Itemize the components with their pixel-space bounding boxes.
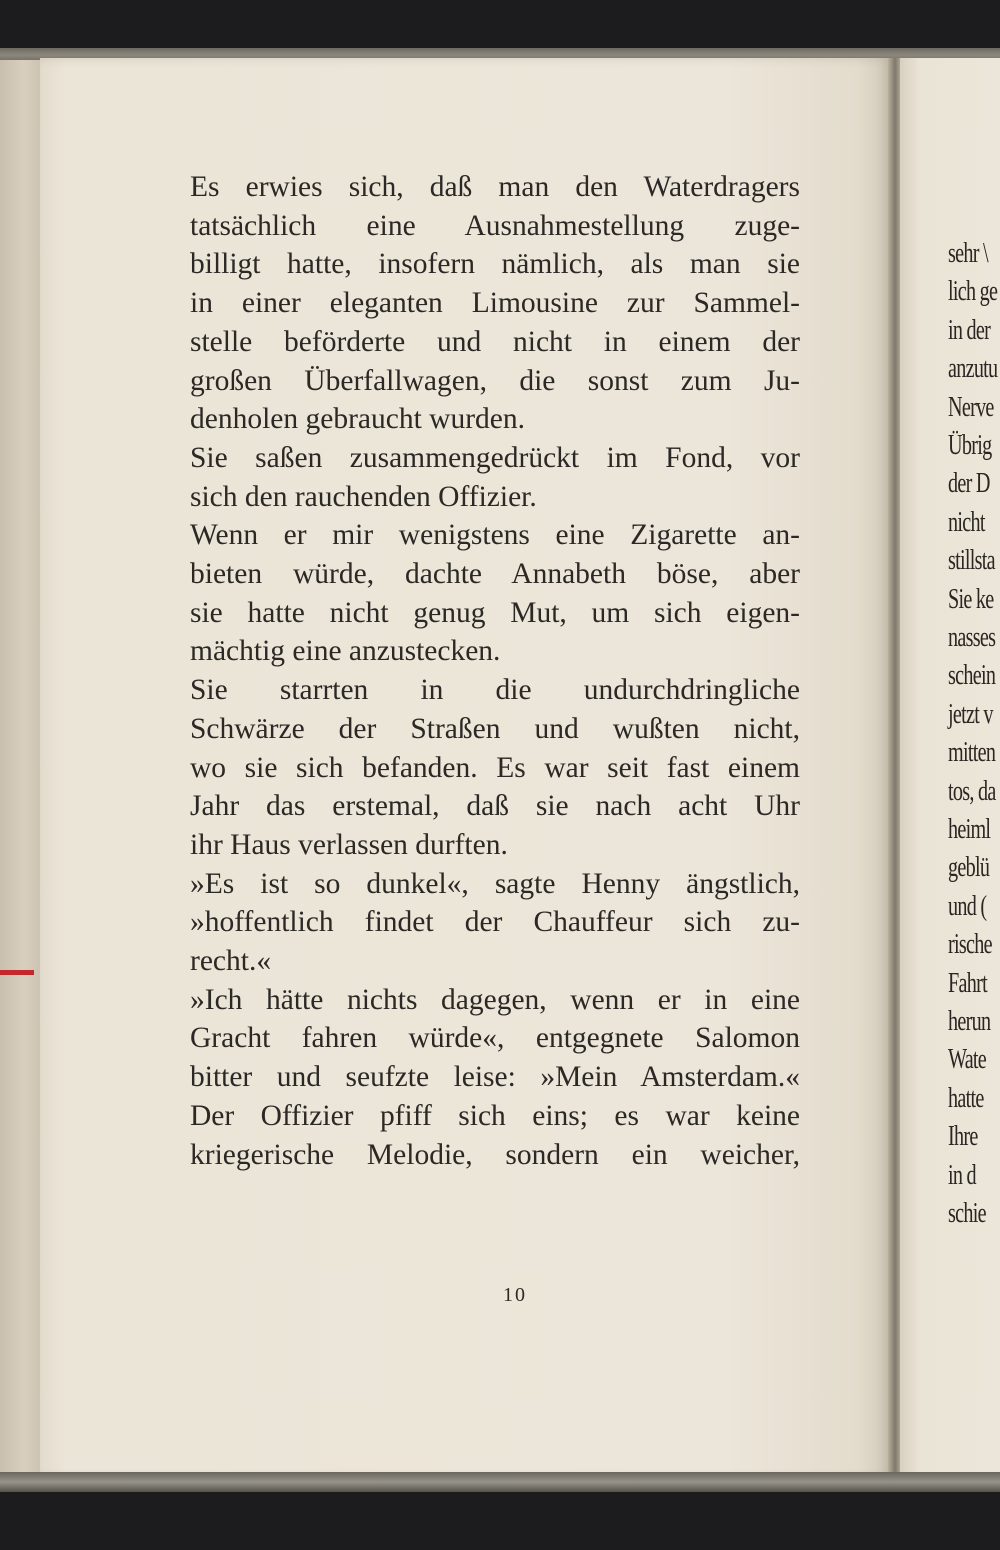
- text-line: bitter und seufzte leise: »Mein Amsterdam.«: [190, 1061, 800, 1094]
- right-page-text-fragment: mitten: [948, 737, 996, 769]
- right-page-text-fragment: schein: [948, 660, 996, 692]
- text-line: »Es ist so dunkel«, sagte Henny ängstlich,: [190, 867, 800, 900]
- right-page-text-fragment: Nerve: [948, 391, 994, 423]
- right-page-text-fragment: jetzt v: [948, 698, 993, 730]
- text-line: kriegerische Melodie, sondern ein weicher,: [190, 1138, 800, 1171]
- right-page-text-fragment: anzutu: [948, 353, 998, 385]
- right-page-text-fragment: lich ge: [948, 276, 998, 308]
- text-line: tatsächlich eine Ausnahmestellung zuge-: [190, 209, 800, 242]
- text-line: Gracht fahren würde«, entgegnete Salomon: [190, 1022, 800, 1055]
- left-page-body-text: [190, 168, 800, 1174]
- text-line: recht.«: [190, 945, 272, 978]
- red-bookmark-ribbon: [0, 970, 34, 975]
- text-line: bieten würde, dachte Annabeth böse, aber: [190, 558, 800, 591]
- right-page-text-fragment: nasses: [948, 622, 996, 653]
- text-line: Wenn er mir wenigstens eine Zigarette an-: [190, 519, 800, 552]
- right-page-text-fragment: Wate: [948, 1044, 987, 1076]
- text-line: »Ich hätte nichts dagegen, wenn er in eine: [190, 983, 800, 1016]
- text-line: denholen gebraucht wurden.: [190, 403, 526, 436]
- right-page-text-fragment: in der: [948, 314, 991, 346]
- text-line: billigt hatte, insofern nämlich, als man sie: [190, 248, 800, 281]
- text-line: Sie saßen zusammengedrückt im Fond, vor: [190, 441, 800, 474]
- right-page-text-fragment: Übrig: [948, 430, 992, 461]
- text-line: »hoffentlich findet der Chauffeur sich zu-: [190, 906, 800, 939]
- page-number: 10: [503, 1284, 527, 1306]
- right-page-text-fragment: hatte: [948, 1082, 984, 1114]
- right-page-text-fragment: sehr \: [948, 238, 988, 269]
- right-page-text-fragment: rische: [948, 929, 992, 961]
- right-page-text-fragment: der D: [948, 468, 990, 500]
- right-page-text-fragment: nicht: [948, 506, 985, 538]
- book-cover-left-edge: [0, 60, 40, 1480]
- text-line: Der Offizier pfiff sich eins; es war keine: [190, 1099, 800, 1132]
- right-page: [900, 58, 1000, 1478]
- text-line: sich den rauchenden Offizier.: [190, 480, 537, 513]
- text-line: großen Überfallwagen, die sonst zum Ju-: [190, 364, 800, 397]
- right-page-text-fragment: stillsta: [948, 545, 995, 577]
- book-cover-bottom-edge: [0, 1472, 1000, 1492]
- text-line: stelle beförderte und nicht in einem der: [190, 325, 800, 358]
- text-line: Sie starrten in die undurchdringliche: [190, 674, 800, 707]
- right-page-text-fragment: Fahrt: [948, 967, 987, 999]
- text-line: Es erwies sich, daß man den Waterdragers: [190, 171, 800, 203]
- right-page-text-fragment: tos, da: [948, 775, 996, 807]
- text-line: wo sie sich befanden. Es war seit fast einem: [190, 751, 800, 784]
- text-line: Jahr das erstemal, daß sie nach acht Uhr: [190, 790, 800, 823]
- right-page-text-fragment: und (: [948, 890, 987, 922]
- right-page-text-fragment: Ihre: [948, 1121, 978, 1153]
- right-page-text-fragment: herun: [948, 1006, 991, 1037]
- text-line: sie hatte nicht genug Mut, um sich eigen-: [190, 596, 800, 629]
- right-page-text-fragment: geblü: [948, 852, 990, 884]
- right-page-text-fragment: in d: [948, 1159, 976, 1191]
- text-line: Schwärze der Straßen und wußten nicht,: [190, 712, 800, 745]
- text-line: ihr Haus verlassen durften.: [190, 828, 508, 861]
- text-line: in einer eleganten Limousine zur Sammel-: [190, 287, 800, 320]
- right-page-text-fragment: Sie ke: [948, 583, 994, 615]
- right-page-text-fragment: schie: [948, 1198, 986, 1229]
- text-line: mächtig eine anzustecken.: [190, 635, 501, 668]
- right-page-text-fragment: heiml: [948, 814, 991, 845]
